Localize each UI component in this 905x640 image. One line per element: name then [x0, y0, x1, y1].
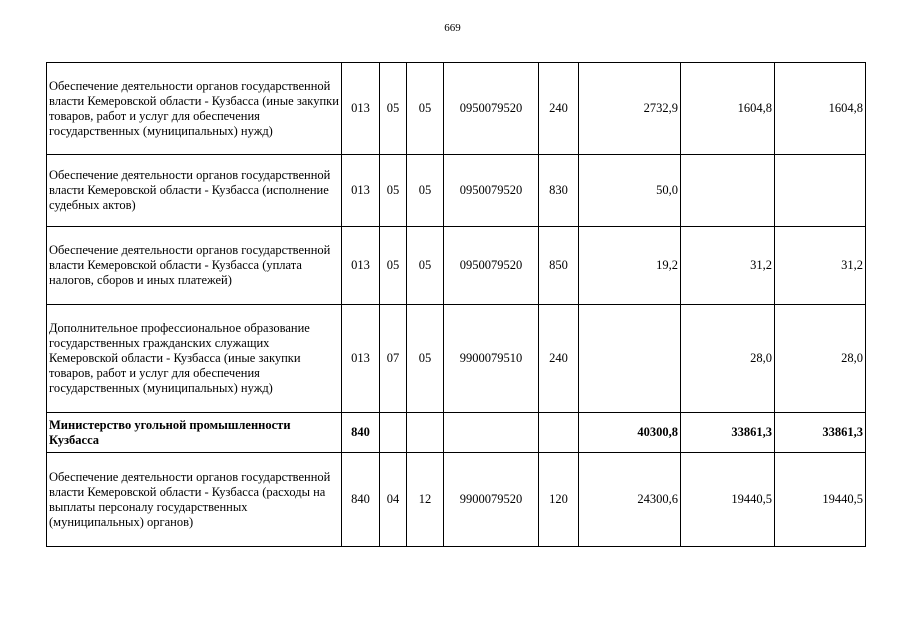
table-row — [47, 453, 866, 547]
amount-year-3: 31,2 — [775, 227, 866, 305]
target-article-code: 0950079520 — [444, 63, 539, 155]
expense-type-code: 850 — [539, 227, 579, 305]
amount-year-3: 33861,3 — [775, 413, 866, 453]
amount-year-2: 31,2 — [681, 227, 775, 305]
amount-year-3 — [775, 155, 866, 227]
row-name: Обеспечение деятельности органов государственной власти Кемеровской области - Кузбасса (расходы на выплаты персоналу государственных (муниципальных) органов) — [47, 453, 342, 547]
page-number: 669 — [444, 22, 461, 34]
ministry-code: 840 — [342, 453, 380, 547]
ministry-code: 013 — [342, 63, 380, 155]
ministry-code: 013 — [342, 227, 380, 305]
ministry-code: 013 — [342, 305, 380, 413]
amount-year-1: 40300,8 — [579, 413, 681, 453]
amount-year-2: 33861,3 — [681, 413, 775, 453]
target-article-code: 0950079520 — [444, 155, 539, 227]
row-name: Дополнительное профессиональное образование государственных гражданских служащих Кемеровской области - Кузбасса (иные закупки товаров, работ и услуг для обеспечения государственных (муниципальных) нужд) — [47, 305, 342, 413]
amount-year-2: 28,0 — [681, 305, 775, 413]
expense-type-code: 120 — [539, 453, 579, 547]
expense-type-code — [539, 413, 579, 453]
amount-year-2 — [681, 155, 775, 227]
budget-table — [46, 62, 866, 547]
expense-type-code: 240 — [539, 305, 579, 413]
table-row — [47, 227, 866, 305]
subsection-code: 12 — [407, 453, 444, 547]
amount-year-1: 2732,9 — [579, 63, 681, 155]
amount-year-3: 28,0 — [775, 305, 866, 413]
amount-year-1: 50,0 — [579, 155, 681, 227]
row-name: Обеспечение деятельности органов государственной власти Кемеровской области - Кузбасса (исполнение судебных актов) — [47, 155, 342, 227]
section-code — [380, 413, 407, 453]
subsection-code — [407, 413, 444, 453]
subsection-code: 05 — [407, 305, 444, 413]
amount-year-2: 19440,5 — [681, 453, 775, 547]
table-row — [47, 155, 866, 227]
ministry-code: 840 — [342, 413, 380, 453]
target-article-code: 9900079520 — [444, 453, 539, 547]
row-name: Министерство угольной промышленности Кузбасса — [47, 413, 342, 453]
subsection-code: 05 — [407, 227, 444, 305]
ministry-code: 013 — [342, 155, 380, 227]
expense-type-code: 240 — [539, 63, 579, 155]
target-article-code: 0950079520 — [444, 227, 539, 305]
section-code: 05 — [380, 155, 407, 227]
expense-type-code: 830 — [539, 155, 579, 227]
table-row — [47, 63, 866, 155]
amount-year-1: 19,2 — [579, 227, 681, 305]
table-row — [47, 413, 866, 453]
table-row — [47, 305, 866, 413]
subsection-code: 05 — [407, 63, 444, 155]
section-code: 05 — [380, 227, 407, 305]
amount-year-1: 24300,6 — [579, 453, 681, 547]
row-name: Обеспечение деятельности органов государственной власти Кемеровской области - Кузбасса (уплата налогов, сборов и иных платежей) — [47, 227, 342, 305]
amount-year-1 — [579, 305, 681, 413]
amount-year-2: 1604,8 — [681, 63, 775, 155]
row-name: Обеспечение деятельности органов государственной власти Кемеровской области - Кузбасса (иные закупки товаров, работ и услуг для обеспечения государственных (муниципальных) нужд) — [47, 63, 342, 155]
section-code: 07 — [380, 305, 407, 413]
amount-year-3: 19440,5 — [775, 453, 866, 547]
section-code: 04 — [380, 453, 407, 547]
subsection-code: 05 — [407, 155, 444, 227]
target-article-code — [444, 413, 539, 453]
section-code: 05 — [380, 63, 407, 155]
amount-year-3: 1604,8 — [775, 63, 866, 155]
target-article-code: 9900079510 — [444, 305, 539, 413]
